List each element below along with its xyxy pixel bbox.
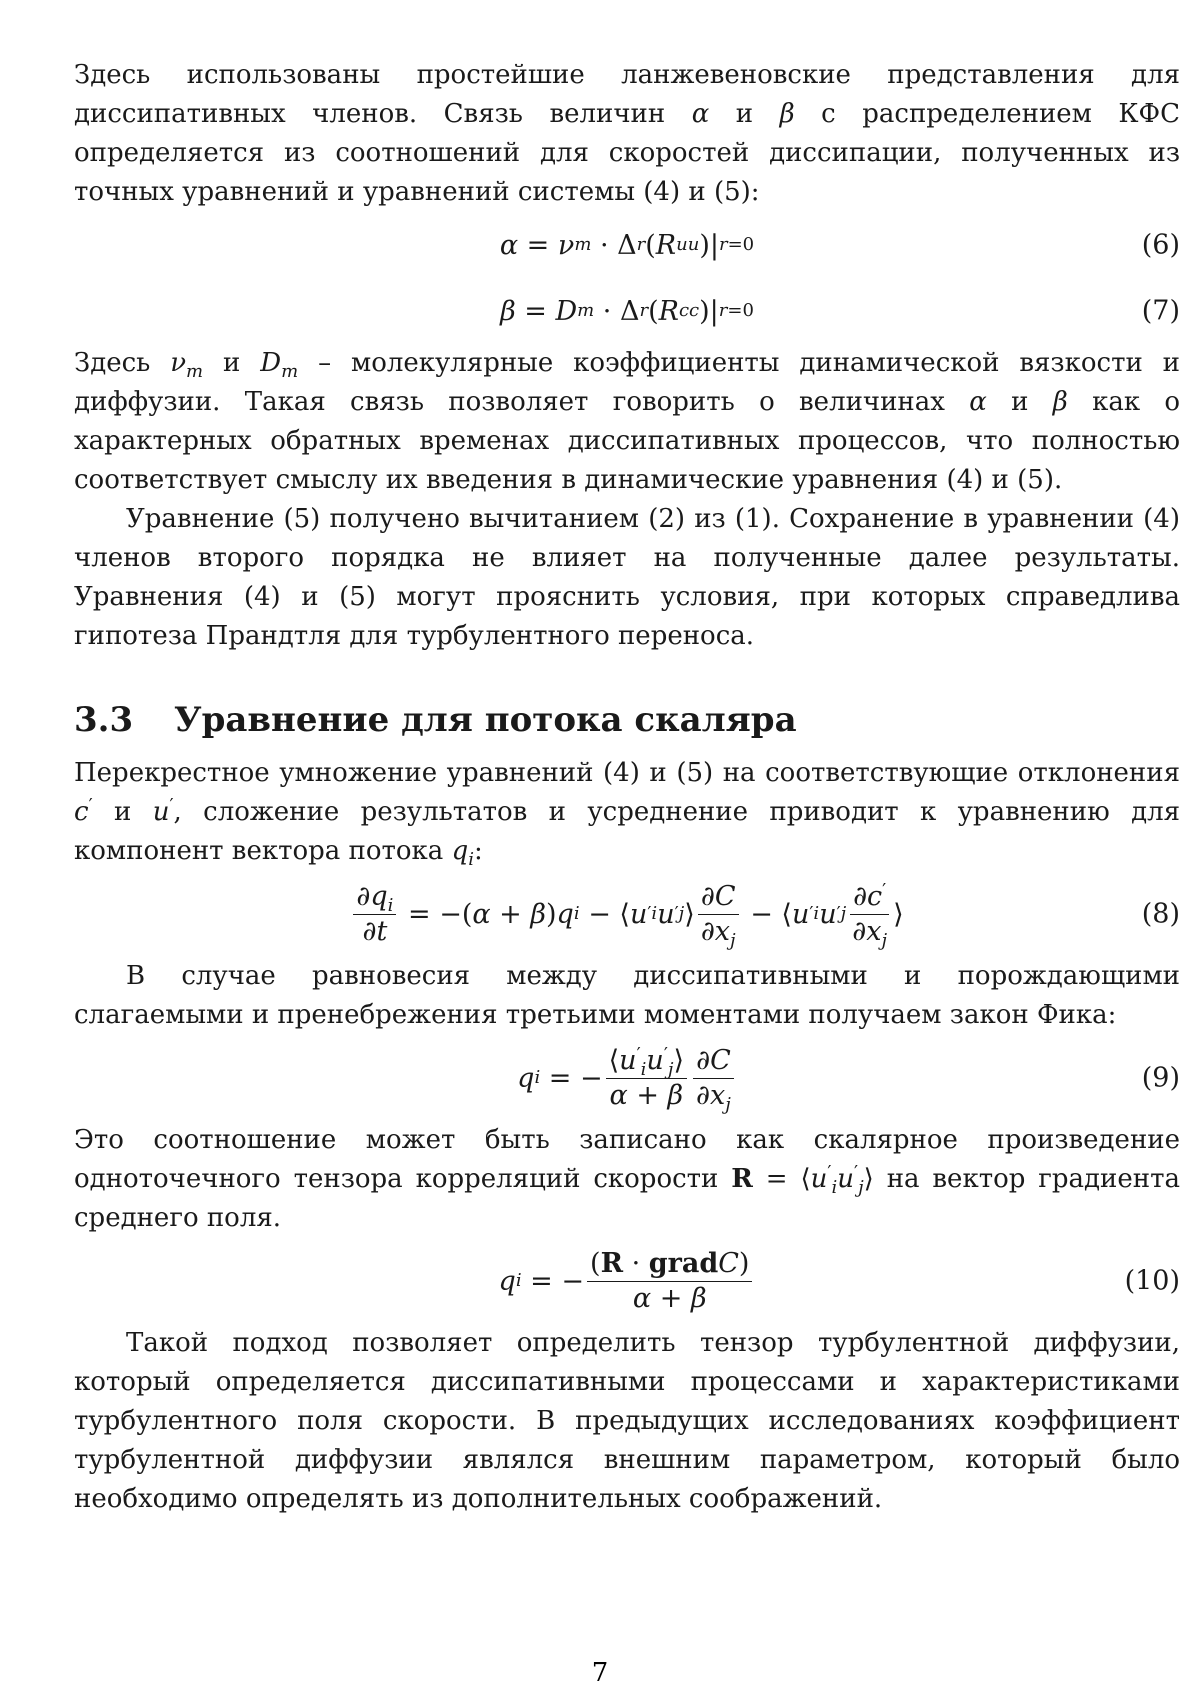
paragraph-6-text: Это соотношение может быть записано как скалярное произведение одноточечного тензора корреляций скорости $R = ⟨u'_iu'_j⟩$ на вектор градиента среднего поля. (74, 1125, 1180, 1233)
page-number: 7 (591, 1658, 609, 1688)
equation-7: β = D m · Δ r ( R cc )| r=0 (7) (74, 278, 1180, 344)
section-title: Уравнение для потока скаляра (174, 700, 797, 740)
equation-7-number: (7) (1141, 295, 1180, 327)
equation-8: $\frac{\partial q_i}{\partial t}$ = −( α + β ) q i − ⟨ u ′ i u ′ j ⟩ $\frac{\partial C}{\partial x_j}$ − ⟨ u ′ i u ′ j $\frac{\partial c'}{\partial x_j}$ ⟩ (8) (74, 871, 1180, 957)
paragraph-2 (74, 344, 1180, 500)
paragraph-1-text: Здесь использованы простейшие ланжевеновские представления для диссипативных членов. Связь величин α и β с распределением КФС определяется из соотношений для скоростей диссипации, полученных из точных уравнений и уравнений системы (4) и (5): (74, 60, 1180, 207)
paragraph-4 (74, 754, 1180, 871)
paragraph-7 (74, 1324, 1180, 1519)
equation-10-number: (10) (1124, 1265, 1180, 1297)
paragraph-5-text: В случае равновесия между диссипативными и порождающими слагаемыми и пренебрежения третьими моментами получаем закон Фика: (74, 961, 1180, 1030)
equation-10: q i = − $\frac{\text{(R · gradC)}}{\alpha + \beta}$ (10) (498, 1247, 1180, 1314)
equation-8-number: (8) (1141, 898, 1180, 930)
paragraph-2-text: Здесь $\nu_m$ и $D_m$ – молекулярные коэффициенты динамической вязкости и диффузии. Такая связь позволяет говорить о величинах α и β как о характерных обратных временах диссипативных процессов, что полностью соответствует смыслу их введения в динамические уравнения (4) и (5). (74, 348, 1181, 495)
paragraph-5 (74, 957, 1180, 1035)
section-heading (74, 696, 1180, 744)
equation-6-number: (6) (1141, 229, 1180, 261)
paragraph-7-text: Такой подход позволяет определить тензор турбулентной диффузии, который определяется диссипативными процессами и характеристиками турбулентного поля скорости. В предыдущих исследованиях коэффициент турбулентной диффузии являлся внешним параметром, который было необходимо определять из дополнительных соображений. (74, 1328, 1180, 1514)
equation-9-number: (9) (1141, 1062, 1180, 1094)
paragraph-4-text: Перекрестное умножение уравнений (4) и (5) на соответствующие отклонения c′ и u′, сложение результатов и усреднение приводит к уравнению для компонент вектора потока $q_i$: (74, 758, 1180, 870)
equation-6: α = ν m · Δ r ( R uu )| r=0 (6) (74, 212, 1180, 278)
equation-9: q i = − $\frac{⟨u'_iu'_j⟩}{\alpha + \beta}$ $\frac{\partial C}{\partial x_j}$ (9) (517, 1043, 1180, 1115)
page-body (74, 56, 1180, 1519)
paragraph-1 (74, 56, 1180, 212)
paragraph-3-text: Уравнение (5) получено вычитанием (2) из (1). Сохранение в уравнении (4) членов второго порядка не влияет на полученные далее результаты. Уравнения (4) и (5) могут прояснить условия, при которых справедлива гипотеза Прандтля для турбулентного переноса. (74, 504, 1180, 651)
paragraph-6 (74, 1121, 1180, 1238)
paragraph-3 (74, 500, 1180, 656)
section-number: 3.3 (74, 700, 134, 740)
